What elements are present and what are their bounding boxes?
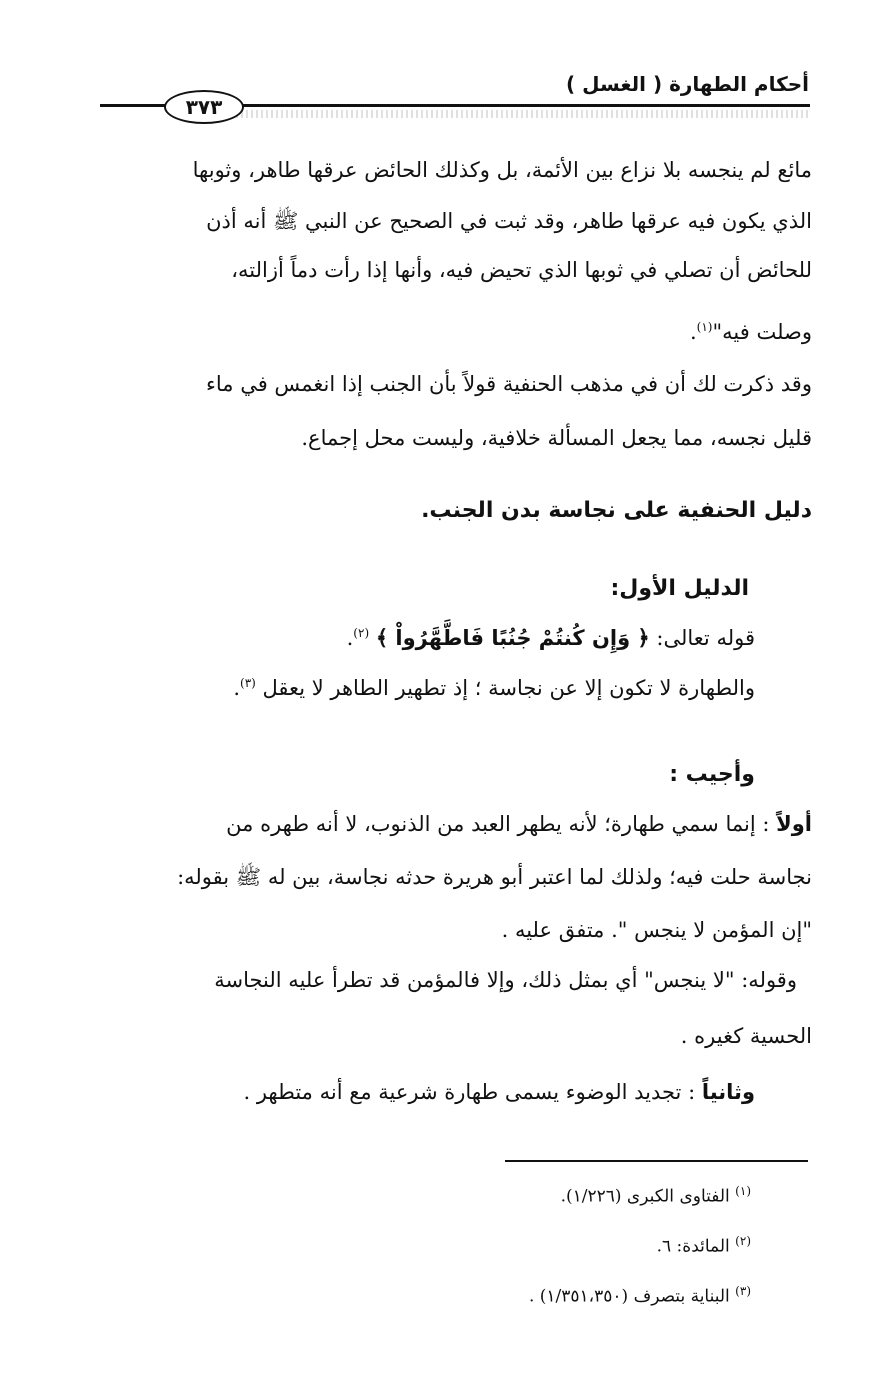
first-label: أولاً bbox=[776, 812, 812, 836]
body-text: . bbox=[689, 320, 697, 344]
footnote-number: (٢) bbox=[735, 1234, 751, 1248]
body-text: وصلت فيه" bbox=[712, 320, 812, 344]
quran-intro: قوله تعالى: bbox=[649, 626, 755, 650]
body-line: قليل نجسه، مما يجعل المسألة خلافية، وليست محل إجماع. bbox=[301, 426, 812, 450]
body-text: : إنما سمي طهارة؛ لأنه يطهر العبد من الذنوب، لا أنه طهره من bbox=[226, 812, 777, 836]
second-label: وثانياً bbox=[701, 1080, 755, 1104]
body-line bbox=[243, 1080, 755, 1104]
answer-heading: وأجيب : bbox=[669, 762, 755, 787]
body-line: الذي يكون فيه عرقها طاهر، وقد ثبت في الصحيح عن النبي ﷺ أنه أذن bbox=[206, 209, 812, 233]
footnote-ref: (٣) bbox=[240, 676, 256, 690]
footnote-item bbox=[529, 1284, 751, 1307]
footnote-number: (٣) bbox=[735, 1284, 751, 1298]
body-line: نجاسة حلت فيه؛ ولذلك لما اعتبر أبو هريرة حدثه نجاسة، بين له ﷺ بقوله: bbox=[177, 865, 812, 889]
footnote-text: البناية بتصرف (١/٣٥١،٣٥٠) . bbox=[528, 1286, 730, 1307]
body-line: الحسية كغيره . bbox=[680, 1024, 812, 1048]
page-number-text: ٣٧٣ bbox=[185, 95, 223, 119]
page-number bbox=[164, 90, 244, 124]
footnote-text: الفتاوى الكبرى (١/٢٢٦). bbox=[560, 1186, 730, 1207]
body-line bbox=[690, 320, 812, 344]
footnote-number: (١) bbox=[735, 1184, 751, 1198]
body-text: والطهارة لا تكون إلا عن نجاسة ؛ إذ تطهير الطاهر لا يعقل bbox=[262, 676, 755, 700]
footnote-text: المائدة: ٦. bbox=[656, 1236, 730, 1257]
running-header-title: أحكام الطهارة ( الغسل ) bbox=[566, 72, 809, 96]
footnote-ref: (١) bbox=[696, 320, 713, 334]
evidence-heading: الدليل الأول: bbox=[610, 576, 749, 601]
quran-line: قوله تعالى: ﴿ وَإِن كُنتُمْ جُنُبًا فَاطَّهَّرُواْ ﴾ $^{(٢)}$. bbox=[346, 626, 755, 650]
header-rule-left bbox=[100, 104, 170, 107]
body-line bbox=[226, 812, 812, 836]
footnote-rule bbox=[505, 1160, 808, 1162]
header-rule-right bbox=[236, 104, 810, 107]
header-rule-texture bbox=[236, 110, 810, 118]
body-line: وقوله: "لا ينجس" أي بمثل ذلك، وإلا فالمؤمن قد تطرأ عليه النجاسة bbox=[214, 968, 797, 992]
body-line: للحائض أن تصلي في ثوبها الذي تحيض فيه، وأنها إذا رأت دماً أزالته، bbox=[231, 258, 812, 282]
body-line: "إن المؤمن لا ينجس ". متفق عليه . bbox=[501, 918, 812, 942]
body-text: : تجديد الوضوء يسمى طهارة شرعية مع أنه متطهر . bbox=[243, 1080, 702, 1104]
body-line: وقد ذكرت لك أن في مذهب الحنفية قولاً بأن الجنب إذا انغمس في ماء bbox=[206, 372, 812, 396]
footnote-item bbox=[657, 1234, 751, 1257]
body-line: مائع لم ينجسه بلا نزاع بين الأئمة، بل وكذلك الحائض عرقها طاهر، وثوبها bbox=[192, 158, 812, 182]
body-line: والطهارة لا تكون إلا عن نجاسة ؛ إذ تطهير الطاهر لا يعقل $^{(٣)}$. bbox=[233, 676, 755, 700]
footnote-ref: (٢) bbox=[353, 626, 370, 640]
section-heading: دليل الحنفية على نجاسة بدن الجنب. bbox=[421, 498, 812, 523]
footnote-item bbox=[561, 1184, 751, 1207]
quran-verse: ﴿ وَإِن كُنتُمْ جُنُبًا فَاطَّهَّرُواْ ﴾ bbox=[375, 626, 650, 650]
